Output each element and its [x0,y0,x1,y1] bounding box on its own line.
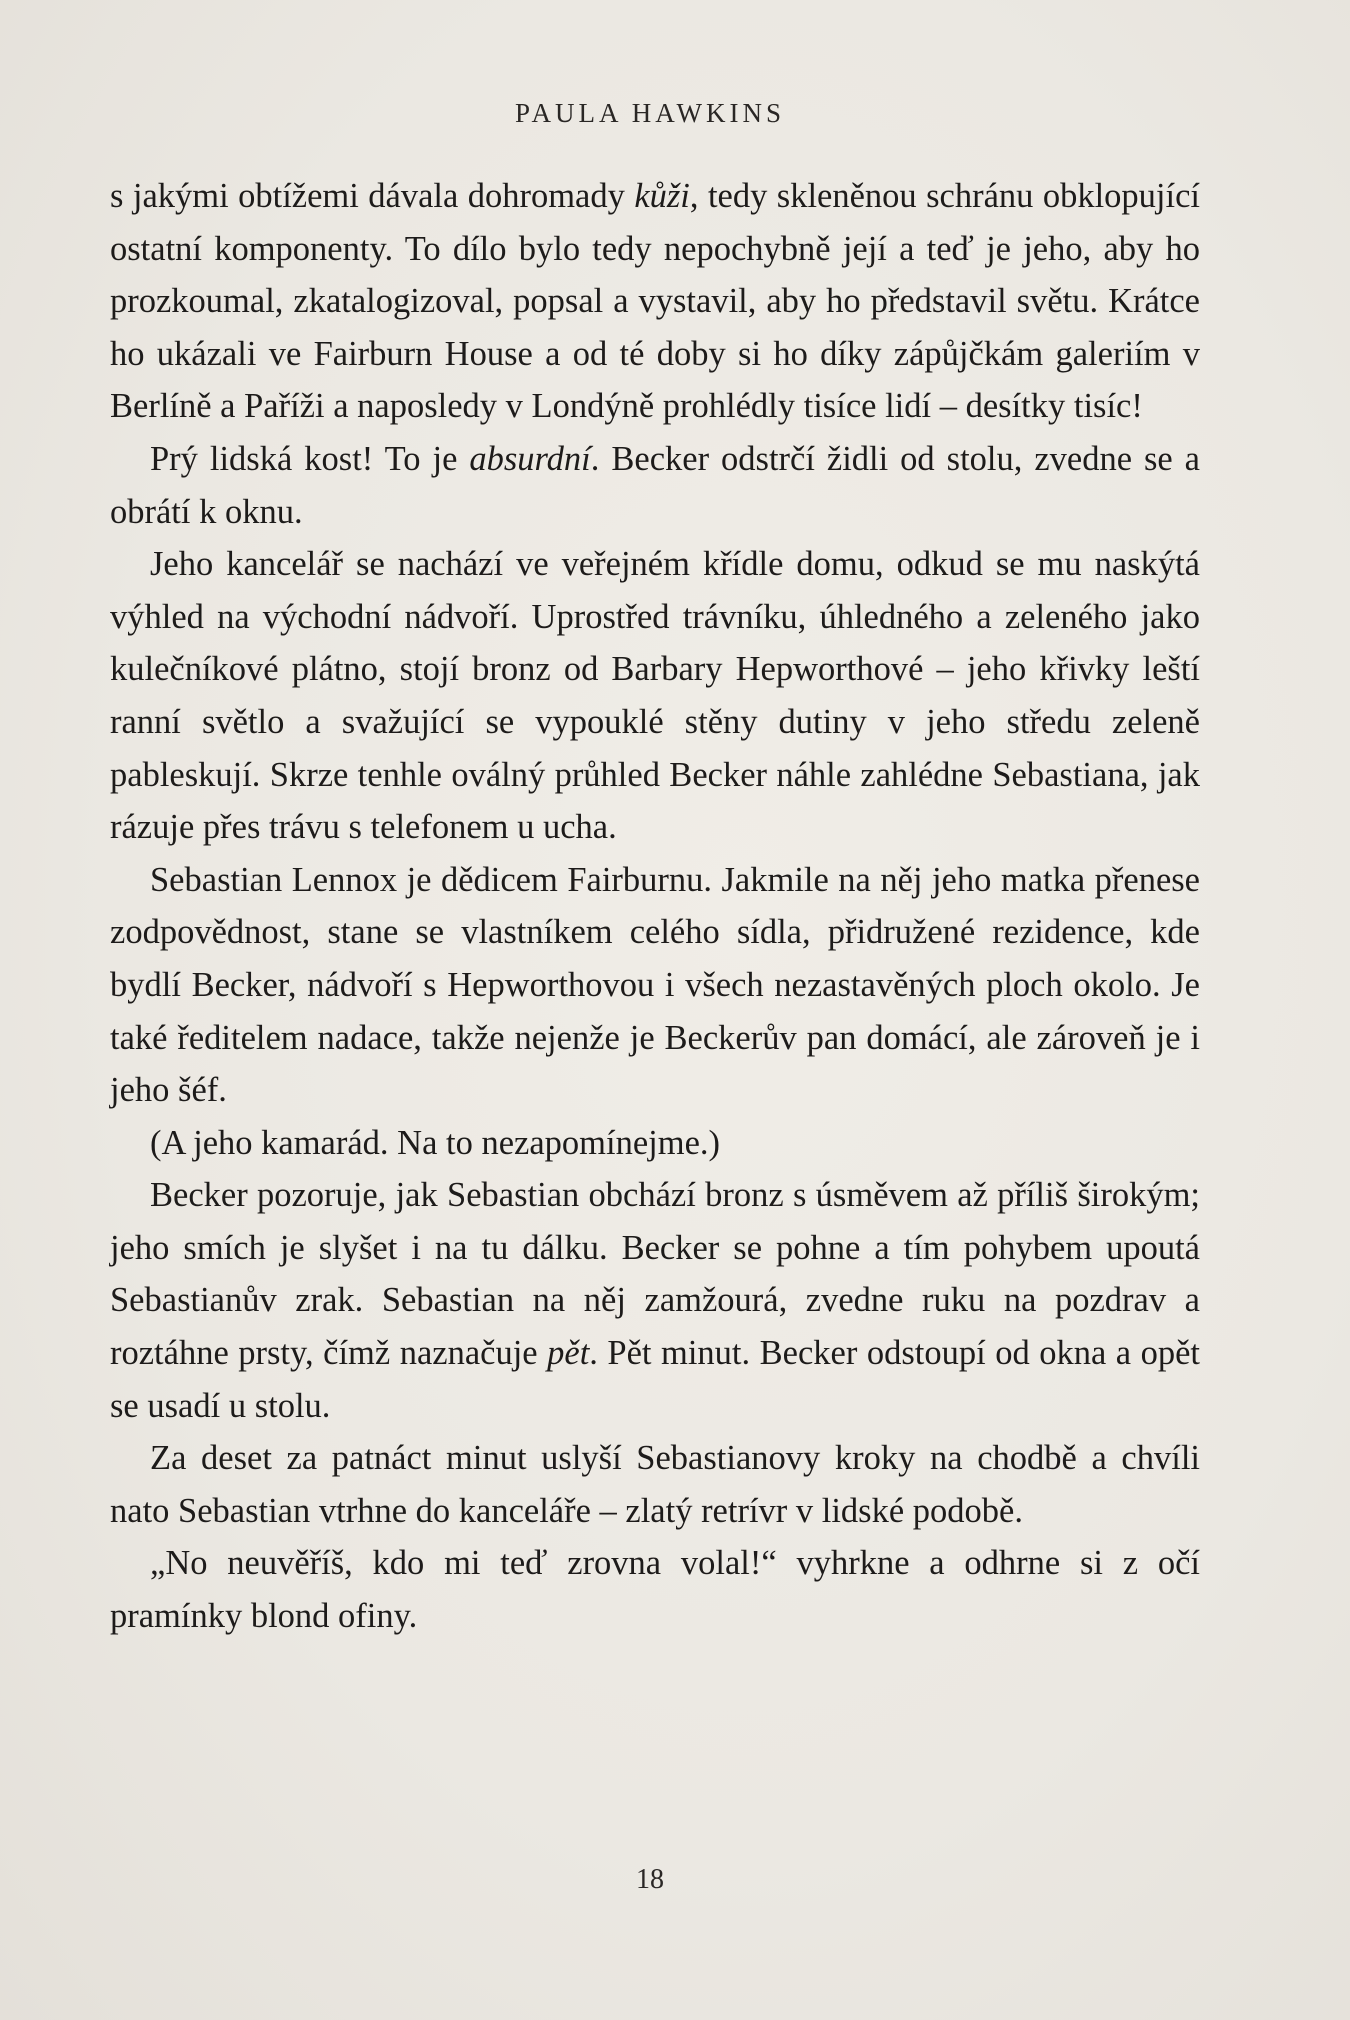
paragraph-6-emphasis: pět [547,1334,590,1373]
paragraph-4: Sebastian Lennox je dědicem Fairburnu. Jakmile na něj jeho matka přenese zodpovědnost, stane se vlastníkem celého sídla, přidružené rezidence, kde bydlí Becker, nádvoří s Hepworthovou i všech nezastavěných ploch okolo. Je také ředitelem nadace, takže nejenže je Beckerův pan domácí, ale zároveň je i jeho šéf. [110,860,1200,1110]
paragraph-1-text-a: s jakými obtížemi dávala dohromady [110,177,635,215]
page-number: 18 [636,1864,664,1895]
running-head: PAULA HAWKINS [514,98,786,128]
paragraph-6-text-b: . Pět minut. Becker odstoupí od okna a opět se usadí u stolu. [110,1334,1200,1425]
paragraph-6-text-a: Becker pozoruje, jak Sebastian obchází bronz s úsměvem až příliš širokým; jeho smích je slyšet i na tu dálku. Becker se pohne a tím pohybem upoutá Sebastianův zrak. Sebastian na něj zamžourá, zvedne ruku na pozdrav a roztáhne prsty, čímž naznačuje [110,1176,1200,1373]
paragraph-1-emphasis: kůži [634,177,690,215]
paragraph-1-text-b: , tedy skleněnou schránu obklopující ostatní komponenty. To dílo bylo tedy nepochybně její a teď je jeho, aby ho prozkoumal, zkatalogizoval, popsal a vystavil, aby ho představil světu. Krátce ho ukázali ve Fairburn House a od té doby si ho díky zápůjčkám galeriím v Berlíně a Paříži a naposledy v Londýně prohlédly tisíce lidí – desítky tisíc! [110,177,1200,426]
paragraph-3: Jeho kancelář se nachází ve veřejném křídle domu, odkud se mu naskýtá výhled na východní nádvoří. Uprostřed trávníku, úhledného a zeleného jako kulečníkové plátno, stojí bronz od Barbary Hepworthové – jeho křivky leští ranní světlo a svažující se vypouklé stěny dutiny v jeho středu zeleně pableskují. Skrze tenhle oválný průhled Becker náhle zahlédne Sebastiana, jak rázuje přes trávu s telefonem u ucha. [110,545,1200,847]
paragraph-7: Za deset za patnáct minut uslyší Sebastianovy kroky na chodbě a chvíli nato Sebastian vtrhne do kanceláře – zlatý retrívr v lidské podobě. [110,1439,1200,1530]
paragraph-1 [110,170,1200,433]
paragraph-2-emphasis: absurdní [469,439,591,478]
paragraph-8: „No neuvěříš, kdo mi teď zrovna volal!“ vyhrkne a odhrne si z očí pramínky blond ofiny. [110,1544,1200,1636]
paragraph-6 [110,1169,1200,1432]
paragraph-2-text-a: Prý lidská kost! To je [150,439,470,478]
body-text [110,170,1200,1643]
paragraph-2 [110,433,1200,538]
paragraph-2-text-b: . Becker odstrčí židli od stolu, zvedne se a obrátí k oknu. [110,439,1200,531]
paragraph-5: (A jeho kamarád. Na to nezapomínejme.) [150,1123,720,1162]
